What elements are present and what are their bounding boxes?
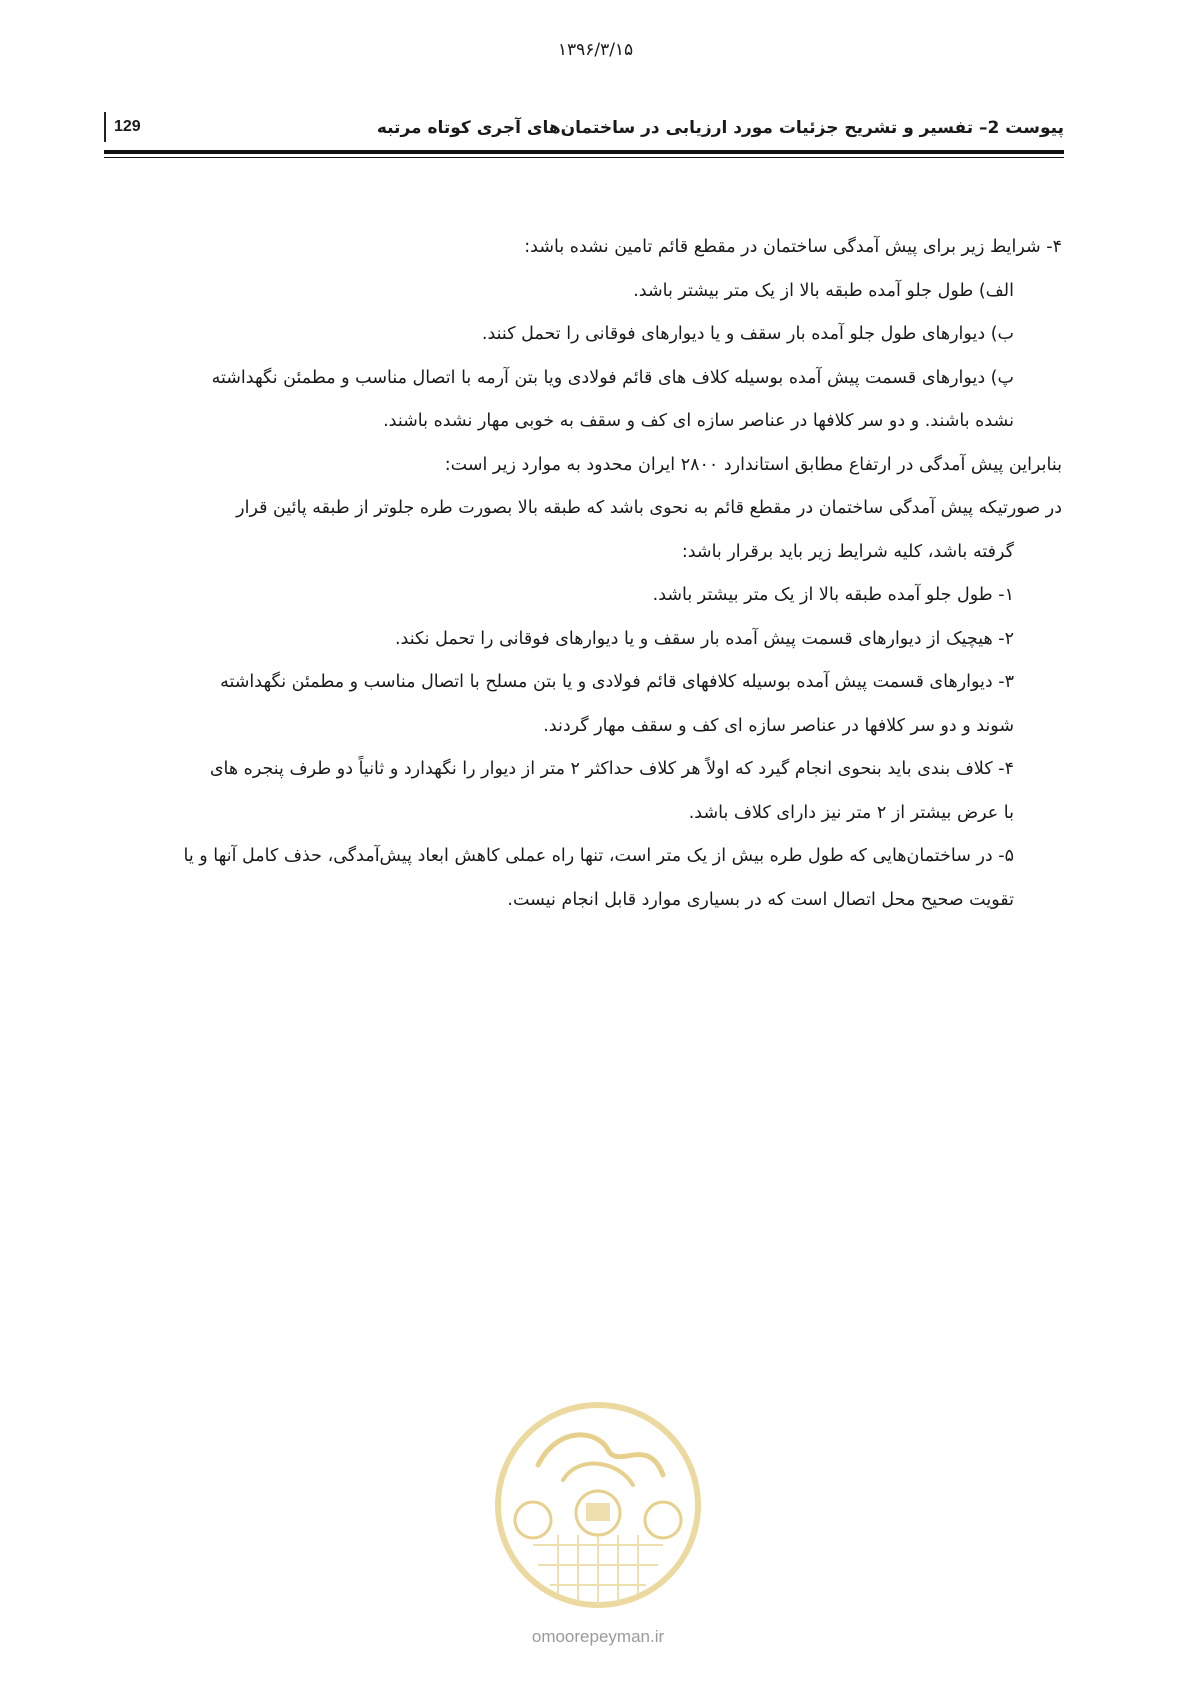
seal-calligraphy: [538, 1435, 663, 1475]
rule-5-line-1: ۵- در ساختمان‌هایی که طول طره بیش از یک متر است، تنها راه عملی کاهش ابعاد پیش‌آمدگی، حذف کامل آنها و یا: [183, 846, 1014, 866]
therefore-paragraph: بنابراین پیش آمدگی در ارتفاع مطابق استاندارد ۲۸۰۰ ایران محدود به موارد زیر است:: [444, 454, 1062, 475]
rule-2: ۲- هیچیک از دیوارهای قسمت پیش آمده بار سقف و یا دیوارهای فوقانی را تحمل نکند.: [394, 628, 1014, 649]
item-4-intro: ۴- شرایط زیر برای پیش آمدگی ساختمان در مقطع قائم تامین نشده باشد:: [524, 237, 1062, 257]
running-header: [104, 112, 1064, 148]
seal-building-icon: [586, 1503, 610, 1521]
rule-4-line-2: با عرض بیشتر از ۲ متر نیز دارای کلاف باشد.: [688, 802, 1014, 823]
date-stamp: ۱۳۹۶/۳/۱۵: [557, 40, 634, 60]
rule-3-line-2: شوند و دو سر کلافها در عناصر سازه ای کف و سقف مهار گردند.: [543, 715, 1014, 736]
item-4-pe-line-1: پ) دیوارهای قسمت پیش آمده بوسیله کلاف های قائم فولادی ویا بتن آرمه با اتصال مناسب و مطمئن نگهداشته: [211, 367, 1014, 388]
condition-line-1: در صورتیکه پیش آمدگی ساختمان در مقطع قائم به نحوی باشد که طبقه بالا بصورت طره جلوتر از طبقه پائین قرار: [236, 498, 1062, 518]
item-4-be: ب) دیوارهای طول جلو آمده بار سقف و یا دیوارهای فوقانی را تحمل کنند.: [481, 324, 1014, 344]
header-rule-thin: [104, 157, 1064, 158]
tools-icon: [645, 1502, 681, 1538]
rule-1: ۱- طول جلو آمده طبقه بالا از یک متر بیشتر باشد.: [652, 585, 1014, 605]
rule-5-line-2: تقویت صحیح محل اتصال است که در بسیاری موارد قابل انجام نیست.: [507, 889, 1014, 910]
condition-line-2: گرفته باشد، کلیه شرایط زیر باید برقرار باشد:: [681, 541, 1014, 562]
rule-3-line-1: ۳- دیوارهای قسمت پیش آمده بوسیله کلافهای قائم فولادی و یا بتن مسلح با اتصال مناسب و مطمئن نگهداشته: [220, 672, 1014, 692]
header-rule-thick: [104, 150, 1064, 154]
document-body: [118, 226, 1062, 922]
header-title: پیوست 2– تفسیر و تشریح جزئیات مورد ارزیابی در ساختمان‌های آجری کوتاه مرتبه: [376, 118, 1064, 138]
item-4-pe-line-2: نشده باشند. و دو سر کلافها در عناصر سازه ای کف و سقف به خوبی مهار نشده باشند.: [383, 411, 1014, 431]
rule-4-line-1: ۴- کلاف بندی باید بنحوی انجام گیرد که اولاً هر کلاف حداکثر ۲ متر از دیوار را نگهدارد و ثانیاً دو طرف پنجره های: [209, 759, 1014, 779]
seal-calligraphy-2: [563, 1464, 633, 1485]
watermark-seal-icon: [478, 1395, 718, 1625]
watermark-caption: omoorepeyman.ir: [531, 1627, 665, 1646]
page-number-divider: [104, 112, 106, 142]
item-4-alef: الف) طول جلو آمده طبقه بالا از یک متر بیشتر باشد.: [633, 280, 1014, 301]
watermark-logo: [478, 1395, 718, 1660]
scales-icon: [515, 1502, 551, 1538]
page-number: 129: [114, 118, 141, 135]
